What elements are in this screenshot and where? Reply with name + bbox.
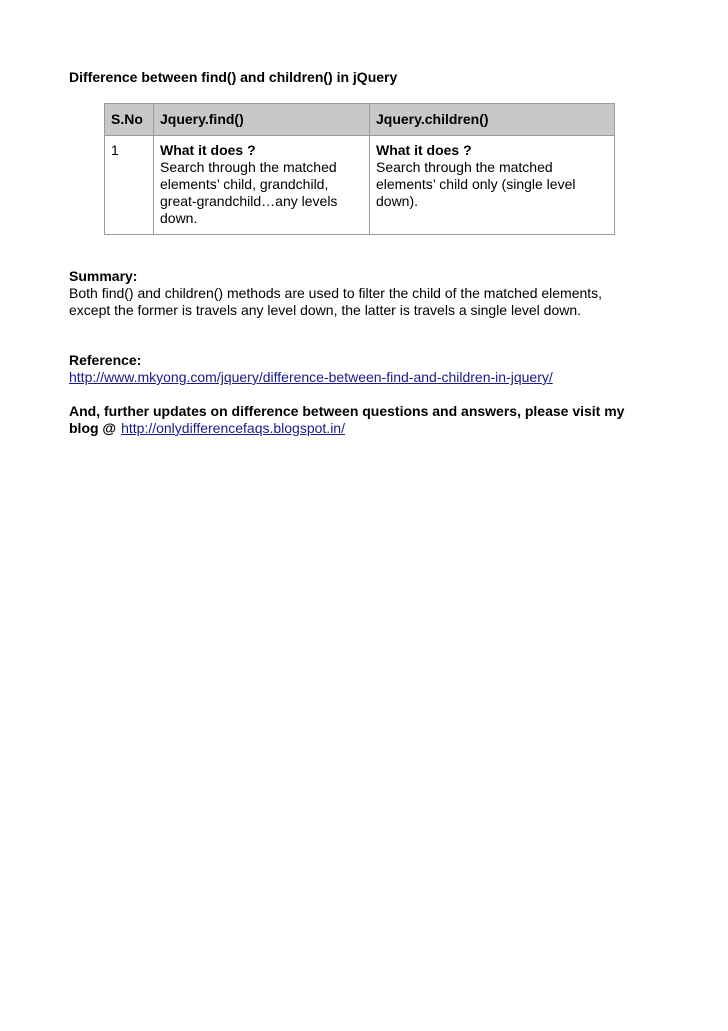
blog-note [69,403,669,437]
children-question-label: What it does ? [376,142,472,158]
reference-section [69,352,669,386]
reference-link[interactable]: http://www.mkyong.com/jquery/difference-between-find-and-children-in-jquery/ [69,369,553,385]
comparison-table [104,103,615,235]
cell-find [154,136,370,235]
header-children [370,104,615,136]
cell-children [370,136,615,235]
find-question-label: What it does ? [160,142,256,158]
table-row [105,136,615,235]
blog-link[interactable]: http://onlydifferencefaqs.blogspot.in/ [121,420,345,436]
summary-section [69,268,669,319]
page-title: Difference between find() and children() in jQuery [69,69,398,85]
blog-note-line-1: And, further updates on difference between questions and answers, please visit my [69,403,625,419]
header-sno [105,104,154,136]
blog-prefix: blog @ [69,420,117,436]
header-find [154,104,370,136]
row-sno-value: 1 [111,142,119,158]
reference-heading: Reference: [69,352,142,368]
cell-sno [105,136,154,235]
summary-line-1: Both find() and children() methods are used to filter the child of the matched elements, [69,285,603,301]
header-find-label: Jquery.find() [160,111,244,127]
summary-heading: Summary: [69,268,138,284]
find-description: Search through the matched elements’ child, grandchild, great-grandchild…any levels down. [160,159,338,226]
header-sno-label: S.No [111,111,143,127]
summary-line-2: except the former is travels any level down, the latter is travels a single level down. [69,302,582,318]
children-description: Search through the matched elements’ child only (single level down). [376,159,576,209]
header-children-label: Jquery.children() [376,111,489,127]
table-header-row [105,104,615,136]
